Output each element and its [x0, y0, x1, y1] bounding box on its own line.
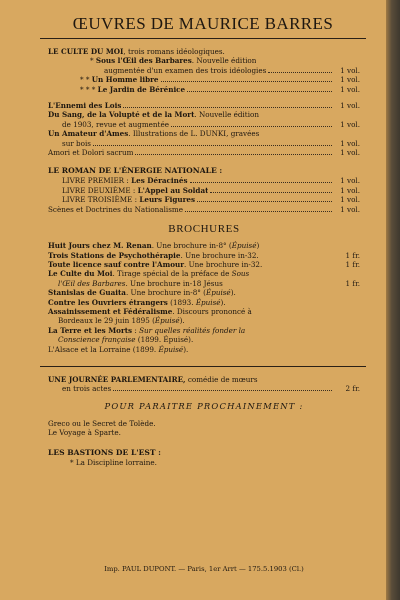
leader-dots [268, 72, 332, 73]
culte-du-moi-heading [48, 47, 360, 56]
item-value: 1 vol. [340, 204, 360, 214]
item-close: ). [183, 344, 189, 354]
item-title: La Terre et les Morts [48, 325, 133, 335]
item-value: 1 vol. [340, 195, 360, 205]
list-item: * La Discipline lorraine. [70, 457, 157, 467]
culte-du-moi-subtitle: , trois romans idéologiques. [123, 47, 225, 56]
list-item: Greco ou le Secret de Tolède. [48, 418, 156, 428]
item-rest: (1893. [167, 297, 196, 307]
item-title: Le Culte du Moi [48, 269, 113, 279]
item-title: Le Jardin de Bérénice [97, 84, 186, 94]
item-title: Scènes et Doctrines du Nationalisme [48, 204, 183, 214]
item-em: Épuisé [158, 344, 184, 354]
list-item [48, 298, 360, 307]
list-item [48, 139, 360, 148]
item-value: 1 fr. [345, 250, 360, 260]
item-close: ). [230, 288, 236, 298]
item-value: 1 vol. [340, 138, 360, 148]
list-item [48, 241, 360, 250]
item-em: Épuisé [154, 316, 180, 326]
item-value: 1 vol. [340, 84, 360, 94]
leader-dots [190, 182, 333, 183]
item-title: Assainissement et Fédéralisme [48, 306, 173, 316]
list-item [48, 288, 360, 297]
item-em: Sous [231, 269, 250, 279]
item-title: L'Ennemi des Lois [48, 101, 122, 111]
item-close: ) [256, 241, 260, 251]
item-rest: . Tirage spécial de la préface de [112, 269, 232, 279]
item-title: UNE JOURNÉE PARLEMENTAIRE, [48, 374, 186, 384]
list-item [48, 279, 360, 288]
item-value: 1 vol. [340, 101, 360, 111]
item-prefix: * * * [80, 84, 96, 94]
list-item [48, 345, 360, 354]
list-item [48, 56, 360, 65]
page-edge [386, 0, 400, 600]
list-item [48, 307, 360, 316]
list-item [48, 120, 360, 129]
item-close: (1899. Épuisé). [135, 335, 194, 345]
list-item [48, 110, 360, 119]
list-item [48, 176, 360, 185]
item-rest: . Illustrations de L. DUNKI, gravées [128, 129, 260, 139]
culte-du-moi-title: LE CULTE DU MOI [48, 47, 124, 56]
item-rest: : [132, 325, 140, 335]
item-close: . Une brochure in-18 Jésus [125, 278, 223, 288]
item-title: Stanislas de Guaita [48, 288, 126, 298]
item-value: 1 vol. [340, 119, 360, 129]
list-item [48, 148, 360, 157]
list-item [48, 205, 360, 214]
list-item [48, 101, 360, 110]
leader-dots [161, 81, 333, 82]
list-item [48, 316, 360, 325]
item-close: ). [220, 297, 226, 307]
list-item [48, 384, 360, 393]
item-rest: Bordeaux le 29 juin 1895 ( [58, 316, 155, 326]
item-title: Les Déracinés [131, 176, 188, 186]
leader-dots [171, 126, 332, 127]
item-value: 1 fr. [345, 259, 360, 269]
item-value: 1 vol. [340, 75, 360, 85]
item-label: LIVRE DEUXIÈME : [62, 185, 136, 195]
item-close: ). [179, 316, 185, 326]
list-item [48, 335, 360, 344]
item-rest: Amori et Dolori sacrum [48, 148, 134, 158]
item-value: 2 fr. [345, 384, 360, 394]
item-value: 1 fr. [345, 278, 360, 288]
item-prefix: * * [80, 75, 90, 85]
item-em: l'Œil des Barbares [58, 278, 126, 288]
item-rest: . Une brochure in-32. [184, 259, 263, 269]
journee-heading [48, 375, 360, 384]
item-label: LIVRE PREMIER : [62, 176, 129, 186]
page-title: ŒUVRES DE MAURICE BARRES [72, 14, 334, 33]
list-item [48, 75, 360, 84]
item-title: Trois Stations de Psychothérapie [48, 250, 181, 260]
list-item [48, 269, 360, 278]
item-title: Sous l'Œil des Barbares [95, 56, 192, 66]
leader-dots [135, 154, 332, 155]
item-em: Conscience française [58, 335, 136, 345]
item-rest: . Une brochure in-32. [180, 250, 259, 260]
item-title: Un Amateur d'Ames [48, 129, 129, 139]
item-rest: comédie de mœurs [185, 374, 258, 384]
item-title: Un Homme libre [91, 75, 159, 85]
energie-heading: LE ROMAN DE L'ÉNERGIE NATIONALE : [48, 166, 223, 176]
item-label: LIVRE TROISIÈME : [62, 195, 138, 205]
item-title: Du Sang, de la Volupté et de la Mort [48, 110, 195, 120]
item-title: Huit Jours chez M. Renan [48, 241, 152, 251]
item-em: Sur quelles réalités fonder la [139, 325, 246, 335]
bastions-heading: LES BASTIONS DE L'EST : [48, 447, 161, 457]
item-value: 1 vol. [340, 185, 360, 195]
item-title: L'Appel au Soldat [137, 185, 209, 195]
leader-dots [197, 201, 332, 202]
item-rest: . Nouvelle édition [191, 56, 257, 66]
brochures-heading: BROCHURES [168, 223, 240, 236]
item-prefix: * [90, 56, 94, 66]
list-item: Le Voyage à Sparte. [48, 428, 121, 438]
list-item [48, 66, 360, 75]
item-rest: de 1903, revue et augmentée [62, 119, 169, 129]
item-value: 1 vol. [340, 65, 360, 75]
leader-dots [210, 192, 332, 193]
item-rest: . Discours prononcé à [172, 306, 252, 316]
item-title: Contre les Ouvriers étrangers [48, 297, 168, 307]
leader-dots [113, 390, 332, 391]
item-rest: . Nouvelle édition [194, 110, 259, 120]
list-item [48, 260, 360, 269]
item-value: 1 vol. [340, 148, 360, 158]
item-rest: augmentée d'un examen des trois idéologies [104, 65, 267, 75]
leader-dots [123, 107, 332, 108]
pour-paraitre-heading: POUR PARAITRE PROCHAINEMENT : [104, 400, 304, 411]
list-item [48, 195, 360, 204]
leader-dots [185, 211, 332, 212]
item-rest: en trois actes [62, 384, 112, 394]
title-rule [40, 38, 366, 39]
leader-dots [93, 145, 332, 146]
list-item [48, 326, 360, 335]
item-title: Leurs Figures [139, 195, 195, 205]
item-rest: sur bois [62, 138, 91, 148]
item-em: Épuisé [205, 288, 231, 298]
printer-imprint: Imp. PAUL DUPONT. — Paris, 1er Arrt — 175.5.1903 (Cl.) [104, 565, 304, 573]
leader-dots [187, 91, 332, 92]
item-title: L'Alsace et la Lorraine [48, 344, 131, 354]
item-value: 1 vol. [340, 176, 360, 186]
item-rest: . Une brochure in-8° ( [125, 288, 206, 298]
item-title: Toute licence sauf contre l'Amour [48, 259, 185, 269]
item-rest: . Une brochure in-8° ( [151, 241, 232, 251]
list-item [48, 251, 360, 260]
item-em: Épuisé [231, 241, 257, 251]
list-item [48, 129, 360, 138]
list-item [48, 85, 360, 94]
item-em: Épuisé [195, 297, 221, 307]
list-item [48, 186, 360, 195]
item-rest: (1899. [130, 344, 159, 354]
